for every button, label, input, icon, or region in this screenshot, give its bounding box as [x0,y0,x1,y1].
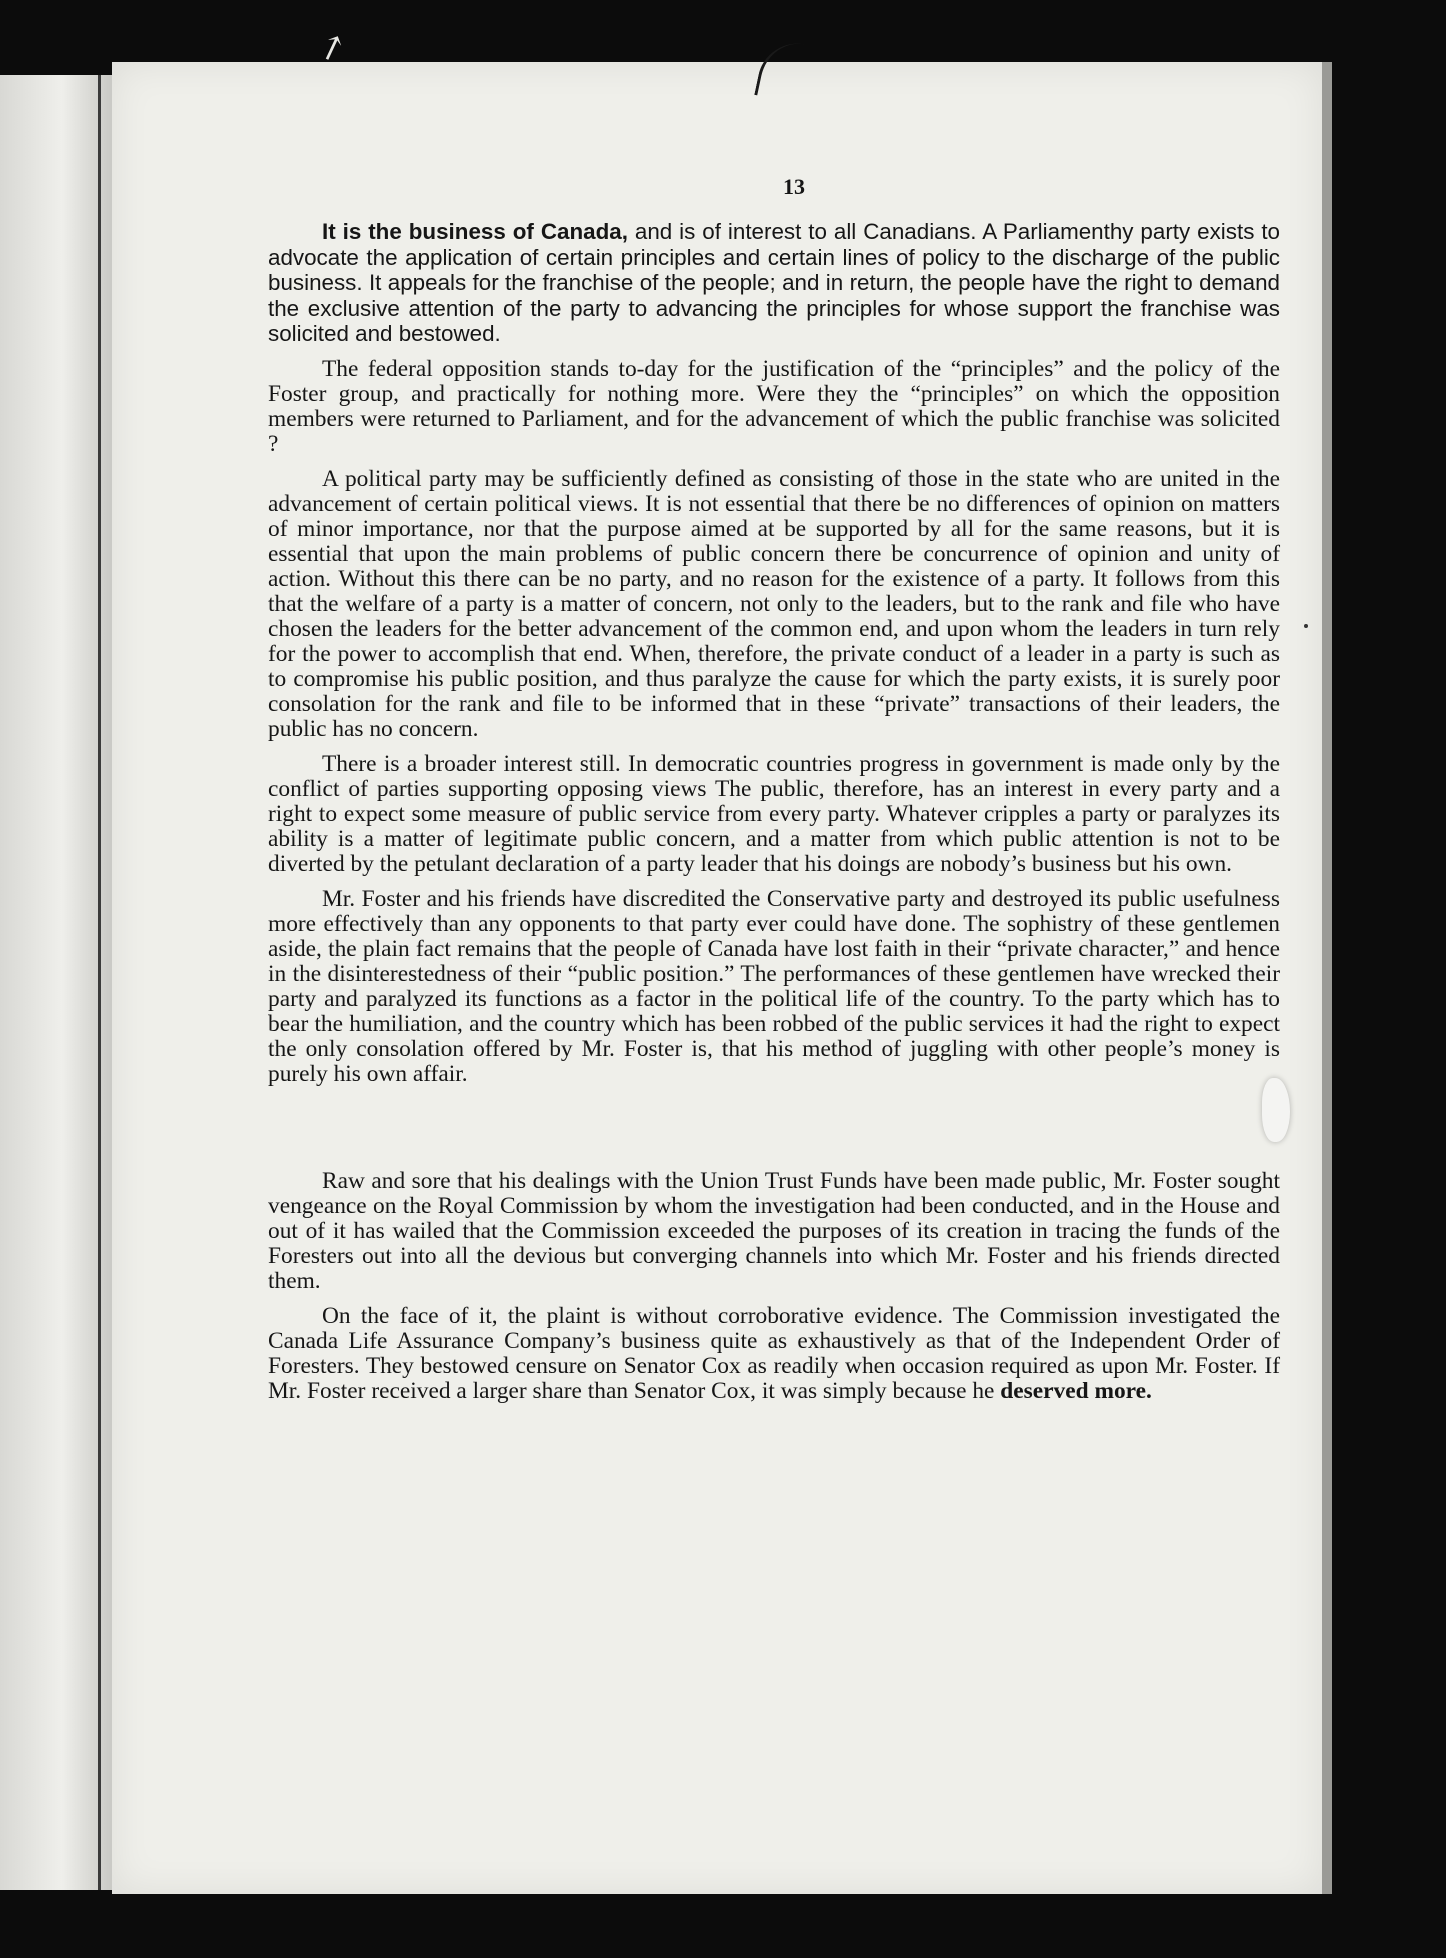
page-content [268,174,1280,1414]
page-binding-shadow [98,75,101,1890]
paragraph-text: On the face of it, the plaint is without corroborative evidence. The Commission investigated the Canada Life Assurance Company’s business quite as exhaustively as that of the Independent Order of Foresters. They bestowed censure on Senator Cox as readily when occasion required as upon Mr. Foster. If Mr. Foster received a larger share than Senator Cox, it was simply because he [268,1302,1280,1404]
paragraph-text: and is of interest to all Canadians. A Parliamenthy party exists to advocate the application of certain principles and certain lines of policy to the discharge of the public business. It appeals for the franchise of the people; and in return, the people have the right to demand the exclusive attention of the party to advancing the principles for whose support the franchise was solicited and bestowed. [268,219,1280,346]
paragraph-face-of-it [268,1304,1280,1404]
stray-dot [1304,624,1308,628]
paragraph-political-party: A political party may be sufficiently defined as consisting of those in the state who are united in the advancement of certain political views. It is not essential that there be no differences of opinion on matters of minor importance, nor that the purpose aimed at be supported by all for the same reasons, but it is essential that upon the main problems of public concern there be concurrence of opinion and unity of action. Without this there can be no party, and no reason for the existence of a party. It follows from this that the welfare of a party is a matter of concern, not only to the leaders, but to the rank and file who have chosen the leaders for the better advancement of the common end, and upon whom the leaders in turn rely for the power to accomplish that end. When, therefore, the private conduct of a leader in a party is such as to compromise his public position, and thus paralyze the cause for which the party exists, it is surely poor consolation for the rank and file to be informed that in these “private” transactions of their leaders, the public has no concern. [268,465,1280,742]
paragraph-business-of-canada [268,219,1280,347]
paragraph-broader-interest: There is a broader interest still. In democratic countries progress in government is made only by the conflict of parties supporting opposing views The public, therefore, has an interest in every party and a right to expect some measure of public service from every party. Whatever cripples a party or paralyzes its ability is a matter of legitimate public concern, and a matter from which public attention is not to be diverted by the petulant declaration of a party leader that his doings are nobody’s business but his own. [268,750,1280,877]
previous-page-edge [0,75,112,1890]
paragraph-raw-and-sore: Raw and sore that his dealings with the Union Trust Funds have been made public, Mr. Foster sought vengeance on the Royal Commission by whom the investigation had been conducted, and in the House and out of it has wailed that the Commission exceeded the purposes of its creation in tracing the funds of the Foresters out into all the devious but converging channels into which Mr. Foster and his friends directed them. [268,1167,1280,1294]
paragraph-mr-foster: Mr. Foster and his friends have discredited the Conservative party and destroyed its public usefulness more effectively than any opponents to that party ever could have done. The sophistry of these gentlemen aside, the plain fact remains that the people of Canada have lost faith in their “private character,” and hence in the disinterestedness of their “public position.” The performances of these gentlemen have wrecked their party and paralyzed its functions as a factor in the political life of the country. To the party which has to bear the humiliation, and the country which has been robbed of the public services it had the right to expect the only consolation offered by Mr. Foster is, that his method of juggling with other people’s money is purely his own affair. [268,885,1280,1087]
paragraph-federal-opposition: The federal opposition stands to-day for the justification of the “principles” and the policy of the Foster group, and practically for nothing more. Were they the “principles” on which the opposition members were returned to Parliament, and for the advancement of which the public franchise was solicited ? [268,355,1280,457]
section-gap [268,1097,1280,1169]
page-number: 13 [783,174,805,199]
scan-artifact-mark: ↗ [312,24,353,72]
paragraph-tail: deserved more. [1000,1377,1152,1404]
paragraph-lead: It is the business of Canada, [322,219,628,244]
page-right-edge [1322,62,1332,1894]
